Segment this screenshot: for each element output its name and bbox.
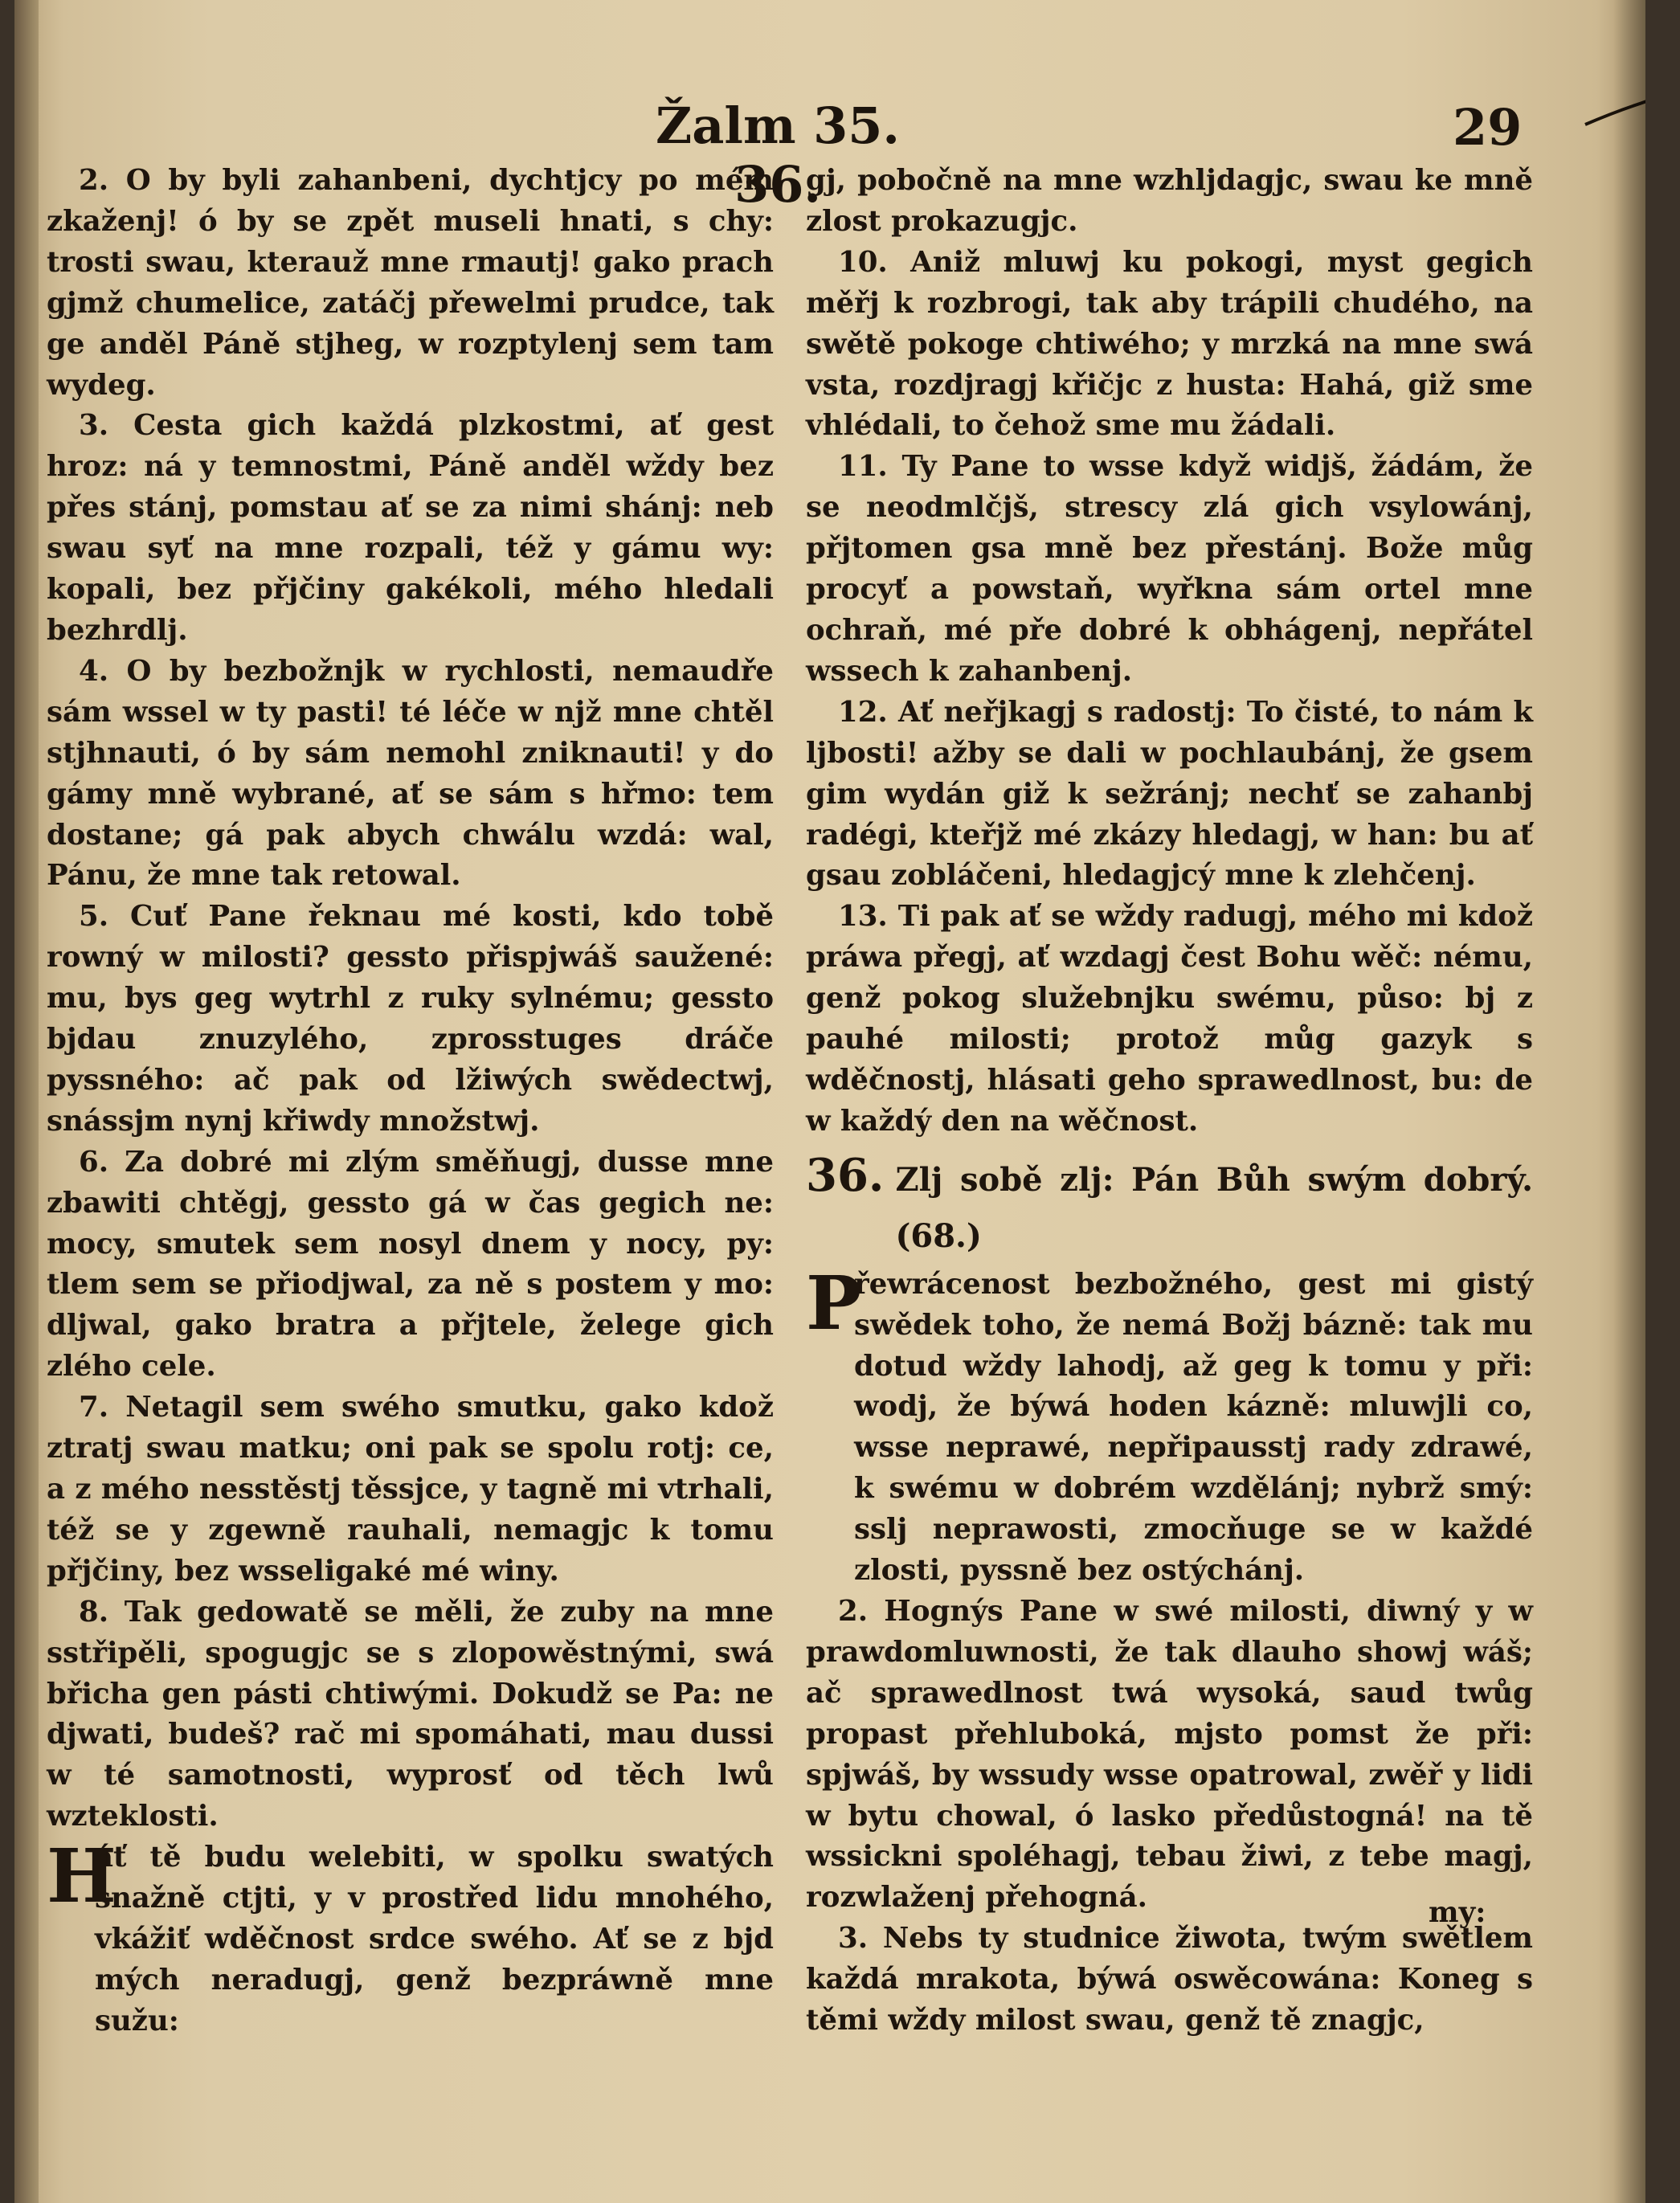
page-number: 29 — [1453, 98, 1523, 157]
dropcap-stanza — [47, 1833, 774, 2042]
verse-paragraph: 5. Cuť Pane řeknau mé kosti, kdo tobě rowný w milosti? gessto přispjwáš saužené: mu, bys geg wytrhl z ruky sylnému; gessto bjdau znuzylého, zprosstuges dráče pyssného: ač pak od lžiwých swědectwj, snássjm nynj křiwdy množstwj. — [47, 900, 774, 1138]
verse-paragraph: 2. Hognýs Pane w swé milosti, diwný y w prawdomluwnosti, že tak dlauho showj wáš; ač sprawedlnost twá wysoká, saud twůg propast přehluboká, mjsto pomst že při: spjwáš, by wssudy wsse opatrowal, zwěř y lidi w bytu chowal, ó lasko předůstogná! na tě wssickni spoléhagj, tebau žiwi, z tebe magj, rozwlaženj přehogná. — [806, 1595, 1533, 1915]
psalm-summary: Zlj sobě zlj: Pán Bůh swým dobrý. (68.) — [895, 1160, 1533, 1255]
verse-paragraph: 4. O by bezbožnjk w rychlosti, nemaudře sám wssel w ty pasti! té léče w njž mne chtěl stjhnauti, ó by sám nemohl zniknauti! y do gámy mně wybrané, ať se sám s hřmo: tem dostane; gá pak abych chwálu wzdá: wal, Pánu, že mne tak retowal. — [47, 654, 774, 893]
verse-paragraph: 10. Aniž mluwj ku pokogi, myst gegich měřj k rozbrogi, tak aby trápili chudého, na swětě pokoge chtiwého; y mrzká na mne swá vsta, rozdjragj křičjc z husta: Hahá, giž sme vhlédali, to čehož sme mu žádali. — [806, 245, 1533, 443]
book-gutter — [14, 0, 39, 2203]
verse-paragraph: 3. Nebs ty studnice žiwota, twým swětlem každá mrakota, býwá oswěcowána: Koneg s těmi wždy milost swau, genž tě znagjc, — [806, 1922, 1533, 2037]
verse-paragraph: 3. Cesta gich každá plzkostmi, ať gest hroz: ná y temnostmi, Páně anděl wždy bez přes stánj, pomstau ať se za nimi shánj: neb swau syť na mne rozpali, též y gámu wy: kopali, bez přjčiny gakékoli, mého hledali bezhrdlj. — [47, 409, 774, 647]
verse-paragraph: áť tě budu welebiti, w spolku swatých snažně ctjti, y v prostřed lidu mnohého, vkážiť wděčnost srdce swého. Ať se z bjd mých neradugj, genž bezpráwně mne sužu: — [95, 1841, 774, 2037]
catchword: my: — [1429, 1896, 1486, 1929]
right-text-column — [806, 161, 1533, 2042]
running-header-title: Žalm 35. 36. — [655, 96, 901, 214]
verse-paragraph: 12. Ať neřjkagj s radostj: To čisté, to nám k ljbosti! ažby se dali w pochlaubánj, že gsem gim wydán giž k sežránj; nechť se zahanbj radégi, kteřjž mé zkázy hledagj, w han: bu ať gsau zobláčeni, hledagjcý mne k zlehčenj. — [806, 695, 1533, 893]
verse-paragraph: 2. O by byli zahanbeni, dychtjcy po mém zkaženj! ó by se zpět museli hnati, s chy: trosti swau, kterauž mne rmautj! gako prach gjmž chumelice, zatáčj přewelmi prudce, tak ge anděl Páně stjheg, w rozptylenj sem tam wydeg. — [47, 164, 774, 402]
verse-paragraph: 7. Netagil sem swého smutku, gako kdož ztratj swau matku; oni pak se spolu rotj: ce, a z mého nesstěstj těssjce, y tagně mi vtrhali, též se y zgewně rauhali, nemagjc k tomu přjčiny, bez wsseligaké mé winy. — [47, 1391, 774, 1588]
psalm-number: 36. — [806, 1148, 885, 1202]
left-text-column — [47, 161, 774, 2042]
dropcap-letter: P — [806, 1259, 862, 1347]
psalm-heading — [806, 1147, 1533, 1265]
verse-paragraph: 11. Ty Pane to wsse když widjš, žádám, že se neodmlčjš, strescy zlá gich vsylowánj, přjtomen gsa mně bez přestánj. Bože můg procyť a powstaň, wyřkna sám ortel mne ochraň, mé pře dobré k obhágenj, nepřátel wssech k zahanbenj. — [806, 450, 1533, 688]
dropcap-stanza — [806, 1259, 1533, 1592]
book-page — [14, 0, 1645, 2203]
verse-paragraph: 13. Ti pak ať se wždy radugj, mého mi kdož práwa přegj, ať wzdagj čest Bohu wěč: nému, genž pokog služebnjku swému, půso: bj z pauhé milosti; protož můg gazyk s wděčnostj, hlásati geho sprawedlnost, bu: de w každý den na wěčnost. — [806, 900, 1533, 1138]
verse-paragraph: 6. Za dobré mi zlým směňugj, dusse mne zbawiti chtěgj, gessto gá w čas gegich ne: mocy, smutek sem nosyl dnem y nocy, py: tlem sem se přiodjwal, za ně s postem y mo: dljwal, gako bratra a přjtele, želege gich zlého cele. — [47, 1145, 774, 1384]
dropcap-letter: H — [47, 1833, 116, 1920]
page-edge-shadow — [1613, 0, 1645, 2203]
verse-paragraph: gj, pobočně na mne wzhljdagjc, swau ke mně zlost prokazugjc. — [806, 164, 1533, 238]
verse-paragraph: 8. Tak gedowatě se měli, že zuby na mne sstřipěli, spogugjc se s zlopowěstnými, swá břicha gen pásti chtiwými. Dokudž se Pa: ne djwati, budeš? rač mi spomáhati, mau dussi w té samotnosti, wyprosť od těch lwů wzteklosti. — [47, 1595, 774, 1833]
verse-paragraph: řewrácenost bezbožného, gest mi gistý swědek toho, že nemá Božj bázně: tak mu dotud wždy lahodj, až geg k tomu y při: wodj, že býwá hoden kázně: mluwjli co, wsse neprawé, nepřipausstj rady zdrawé, k swému w dobrém wzdělánj; nybrž smý: sslj neprawosti, zmocňuge se w každé zlosti, pyssně bez ostýchánj. — [854, 1267, 1533, 1588]
